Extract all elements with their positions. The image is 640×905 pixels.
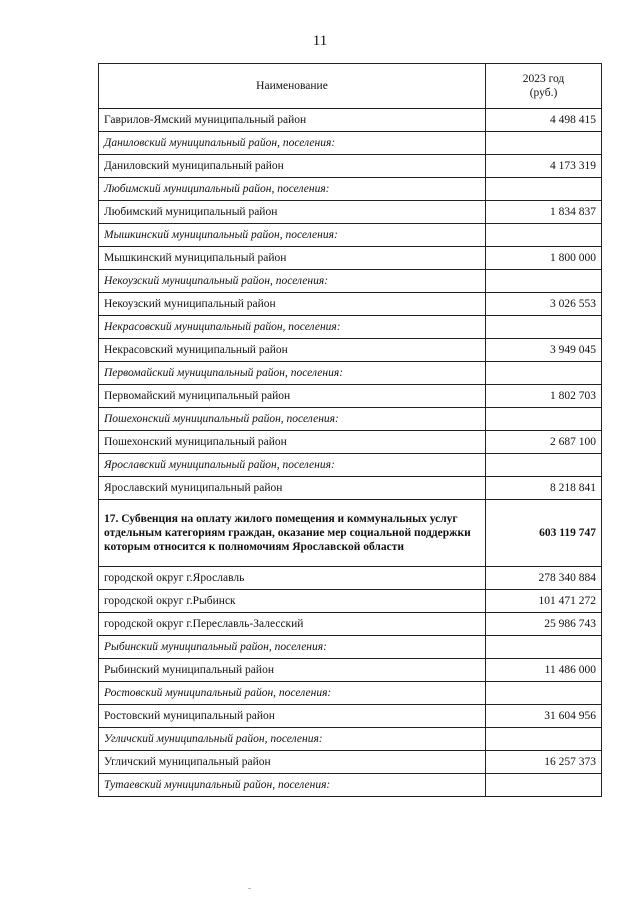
row-name: Рыбинский муниципальный район, поселения:: [99, 636, 486, 659]
row-amount: [486, 132, 602, 155]
budget-table: [98, 63, 602, 797]
row-name: городской округ г.Ярославль: [99, 567, 486, 590]
row-name: Пошехонский муниципальный район: [99, 431, 486, 454]
row-name: Любимский муниципальный район, поселения:: [99, 178, 486, 201]
row-amount: 603 119 747: [486, 500, 602, 567]
section-row: [99, 224, 602, 247]
row-name: Гаврилов-Ямский муниципальный район: [99, 109, 486, 132]
row-amount: 31 604 956: [486, 705, 602, 728]
row-name: Ростовский муниципальный район, поселения:: [99, 682, 486, 705]
section-row: [99, 636, 602, 659]
table-row: [99, 201, 602, 224]
column-header-amount: [486, 64, 602, 109]
row-name: 17. Субвенция на оплату жилого помещения и коммунальных услуг отдельным категориям граждан, оказание мер социальной поддержки которым относится к полномочиям Ярославской области: [99, 500, 486, 567]
table-row: [99, 751, 602, 774]
table-row: [99, 293, 602, 316]
column-header-year: 2023 год: [522, 73, 565, 85]
table-row: [99, 705, 602, 728]
row-amount: [486, 362, 602, 385]
row-amount: [486, 316, 602, 339]
row-name: городской округ г.Переславль-Залесский: [99, 613, 486, 636]
row-amount: [486, 224, 602, 247]
row-amount: 16 257 373: [486, 751, 602, 774]
row-amount: 25 986 743: [486, 613, 602, 636]
row-amount: [486, 178, 602, 201]
table-row: [99, 613, 602, 636]
table-header: [99, 64, 602, 109]
row-amount: 4 173 319: [486, 155, 602, 178]
row-amount: 8 218 841: [486, 477, 602, 500]
row-name: Первомайский муниципальный район, поселения:: [99, 362, 486, 385]
row-amount: 1 834 837: [486, 201, 602, 224]
row-name: Угличский муниципальный район, поселения:: [99, 728, 486, 751]
row-name: Пошехонский муниципальный район, поселения:: [99, 408, 486, 431]
section-row: [99, 408, 602, 431]
row-amount: 1 800 000: [486, 247, 602, 270]
section-row: [99, 774, 602, 797]
row-name: Некоузский муниципальный район, поселения:: [99, 270, 486, 293]
table-row: [99, 155, 602, 178]
row-name: Даниловский муниципальный район: [99, 155, 486, 178]
row-name: Некоузский муниципальный район: [99, 293, 486, 316]
table-body: [99, 109, 602, 797]
section-row: [99, 316, 602, 339]
row-amount: 3 026 553: [486, 293, 602, 316]
section-row: [99, 682, 602, 705]
row-name: Ярославский муниципальный район: [99, 477, 486, 500]
section-row: [99, 178, 602, 201]
table-row: [99, 567, 602, 590]
column-header-unit: (руб.): [529, 87, 558, 99]
row-amount: [486, 682, 602, 705]
table-row: [99, 339, 602, 362]
row-amount: 4 498 415: [486, 109, 602, 132]
table-row: [99, 247, 602, 270]
row-amount: 2 687 100: [486, 431, 602, 454]
row-name: Некрасовский муниципальный район: [99, 339, 486, 362]
table-row: [99, 477, 602, 500]
section-row: [99, 454, 602, 477]
row-name: Даниловский муниципальный район, поселения:: [99, 132, 486, 155]
page-number: 11: [312, 33, 328, 49]
row-amount: 1 802 703: [486, 385, 602, 408]
row-name: Некрасовский муниципальный район, поселения:: [99, 316, 486, 339]
row-name: Рыбинский муниципальный район: [99, 659, 486, 682]
row-amount: 101 471 272: [486, 590, 602, 613]
row-amount: [486, 774, 602, 797]
scan-mark: [248, 888, 251, 889]
section-row: [99, 362, 602, 385]
column-header-name: Наименование: [99, 64, 486, 109]
row-name: Угличский муниципальный район: [99, 751, 486, 774]
row-name: городской округ г.Рыбинск: [99, 590, 486, 613]
section-row: [99, 728, 602, 751]
row-name: Ярославский муниципальный район, поселения:: [99, 454, 486, 477]
row-amount: 11 486 000: [486, 659, 602, 682]
row-name: Мышкинский муниципальный район: [99, 247, 486, 270]
row-amount: 278 340 884: [486, 567, 602, 590]
table-row: [99, 659, 602, 682]
row-name: Любимский муниципальный район: [99, 201, 486, 224]
row-name: Первомайский муниципальный район: [99, 385, 486, 408]
table-row: [99, 431, 602, 454]
row-amount: [486, 270, 602, 293]
table-row: [99, 109, 602, 132]
row-amount: 3 949 045: [486, 339, 602, 362]
row-amount: [486, 636, 602, 659]
row-amount: [486, 408, 602, 431]
row-name: Ростовский муниципальный район: [99, 705, 486, 728]
row-amount: [486, 454, 602, 477]
table-row: [99, 590, 602, 613]
section-row: [99, 132, 602, 155]
table-row: [99, 385, 602, 408]
row-amount: [486, 728, 602, 751]
section-row: [99, 270, 602, 293]
row-name: Тутаевский муниципальный район, поселения:: [99, 774, 486, 797]
subvention-row: [99, 500, 602, 567]
row-name: Мышкинский муниципальный район, поселения:: [99, 224, 486, 247]
